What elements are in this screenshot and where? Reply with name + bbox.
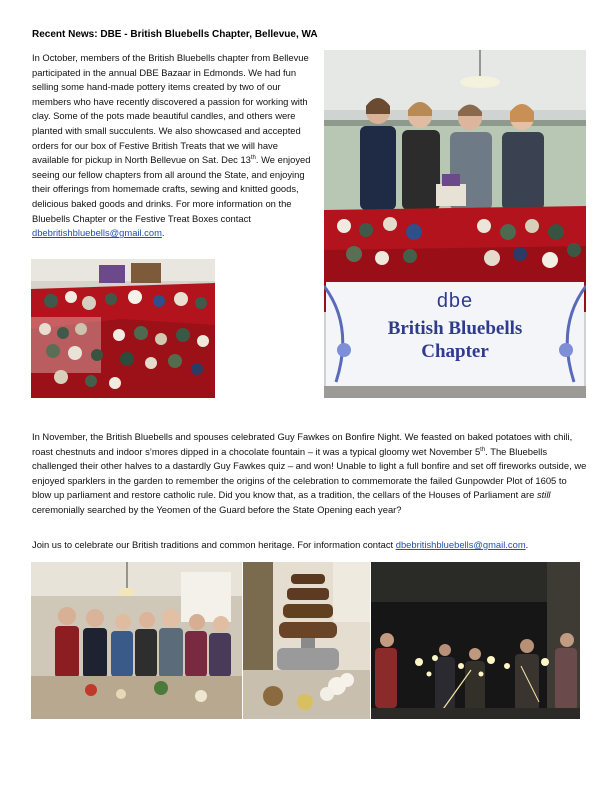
- chocolate-fountain-photo: [243, 562, 370, 719]
- banner-line-1: British Bluebells: [387, 318, 523, 339]
- members-bazaar-photo: [324, 50, 586, 398]
- closing-paragraph: [32, 538, 588, 553]
- kitchen-group-photo-image: [31, 562, 242, 719]
- pottery-photo: [31, 259, 215, 398]
- closing-text-2: .: [525, 539, 529, 550]
- page-title: Recent News: DBE - British Bluebells Chapter, Bellevue, WA: [32, 29, 318, 40]
- november-paragraph: [32, 430, 588, 518]
- october-superscript: th: [250, 155, 256, 162]
- november-text-1: In November, the British Bluebells and spouses celebrated Guy Fawkes on Bonfire Night. We feasted on baked potatoes with chili, roast chestnuts and indoor s’mores dipped in a chocolate fountain – it was a typical gloomy wet November 5: [32, 431, 573, 457]
- november-text-2: . The Bluebells challenged their other halves to a dastardly Guy Fawkes quiz – and won! Unable to light a full bonfire and set off fireworks outside, we enjoyed sparklers in the garden to remember the origins of the celebration to commemorate the failed Gunpowder Plot of 1605 to blow up parliament and restore catholic rule. Did you know that, as a tradition, the cellars of the Houses of Parliament are: [32, 445, 587, 501]
- october-text-1: In October, members of the British Bluebells chapter from Bellevue participated in the annual DBE Bazaar in Edmonds. We had fun selling some hand-made pottery items created by two of our members who have recently discovered a passion for working with clay. Some of the pots made beautiful candles, and others were planted with small succulents. We also showcased and accepted orders for our box of Festive British Treats that we will have available for pickup in North Bellevue on Sat. Dec 13: [32, 52, 309, 166]
- sparklers-photo: [371, 562, 580, 719]
- october-email-link[interactable]: dbebritishbluebells@gmail.com: [32, 227, 162, 239]
- november-superscript: th: [480, 446, 486, 453]
- october-text-3: .: [161, 227, 165, 239]
- october-text-2: . We enjoyed seeing our fellow chapters from all around the State, and enjoying their offerings from homemade crafts, sewing and knitted goods, delicious baked goods and drinks. For more information on the Bluebells Chapter or the Festive Treat Boxes contact: [32, 154, 311, 224]
- banner-line-2: Chapter: [421, 341, 489, 362]
- pottery-photo-image: [31, 259, 215, 398]
- sparklers-photo-image: [371, 562, 580, 719]
- banner-logo: dbe: [436, 290, 474, 312]
- chocolate-fountain-photo-image: [243, 562, 370, 719]
- closing-email-link[interactable]: dbebritishbluebells@gmail.com: [395, 539, 526, 550]
- october-paragraph: [32, 51, 314, 241]
- november-text-3: ceremonially searched by the Yeomen of the Guard before the State Opening each year?: [32, 503, 402, 515]
- november-emphasis: still: [536, 489, 551, 501]
- closing-text-1: Join us to celebrate our British traditions and common heritage. For information contact: [32, 539, 396, 550]
- kitchen-group-photo: [31, 562, 242, 719]
